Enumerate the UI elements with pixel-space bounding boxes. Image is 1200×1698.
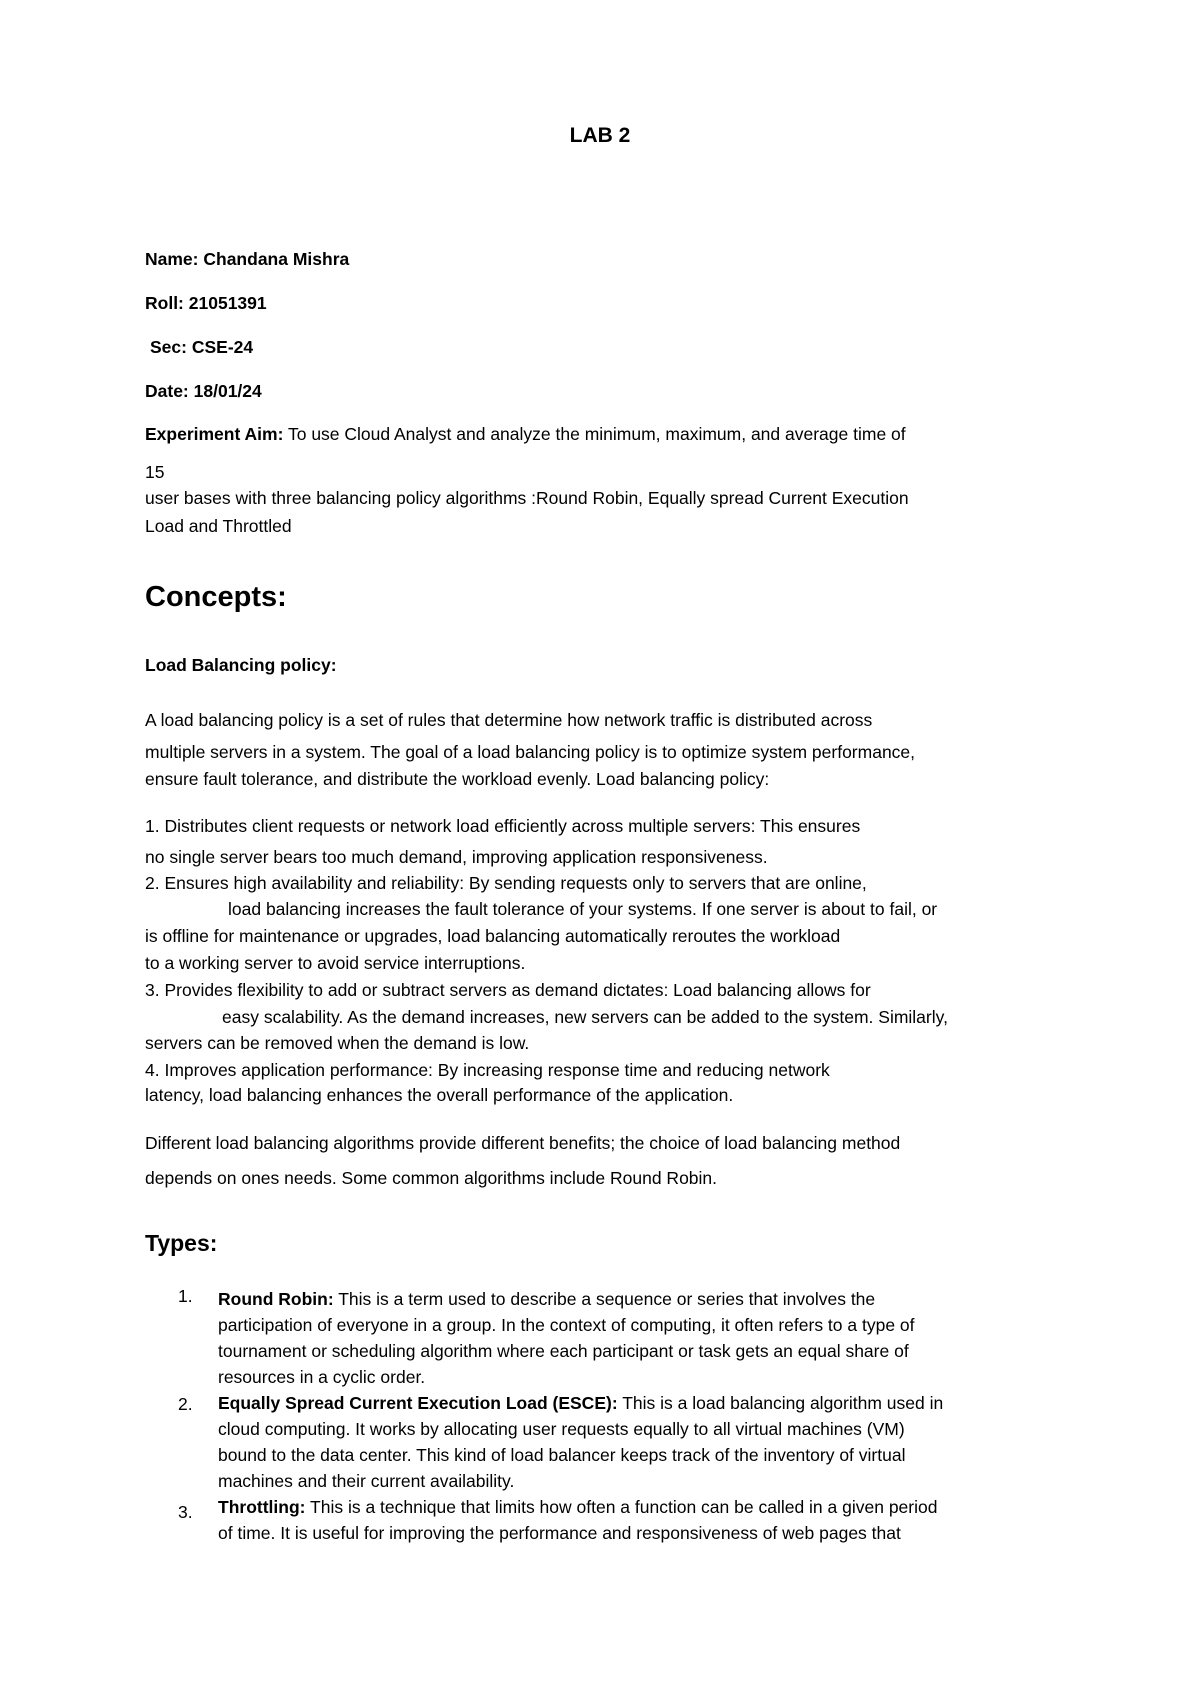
name-label: Name: (145, 249, 199, 269)
type-item-line: bound to the data center. This kind of load balancer keeps track of the inventory of virtual (218, 1445, 906, 1465)
type-term: Equally Spread Current Execution Load (ESCE): (218, 1393, 618, 1413)
closing-line: Different load balancing algorithms provide different benefits; the choice of load balancing method (145, 1133, 901, 1153)
type-text: This is a load balancing algorithm used in (622, 1393, 944, 1413)
types-heading: Types: (145, 1230, 218, 1256)
aim-text-3: user bases with three balancing policy algorithms :Round Robin, Equally spread Current Execution (145, 488, 909, 508)
closing-line: depends on ones needs. Some common algorithms include Round Robin. (145, 1168, 718, 1188)
type-item-line (218, 1494, 937, 1520)
type-text: This is a technique that limits how often a function can be called in a given period (310, 1497, 938, 1517)
point-line: 3. Provides flexibility to add or subtract servers as demand dictates: Load balancing allows for (145, 980, 871, 1000)
point-line: 2. Ensures high availability and reliability: By sending requests only to servers that are online, (145, 873, 867, 893)
load-balancing-subheading: Load Balancing policy: (145, 655, 337, 675)
point-line: easy scalability. As the demand increases, new servers can be added to the system. Similarly, (222, 1007, 948, 1027)
type-item-line: resources in a cyclic order. (218, 1367, 426, 1387)
date-label: Date: (145, 381, 189, 401)
point-line: no single server bears too much demand, improving application responsiveness. (145, 847, 768, 867)
point-line: load balancing increases the fault tolerance of your systems. If one server is about to fail, or (228, 899, 938, 919)
aim-text-4: Load and Throttled (145, 516, 292, 536)
type-item-line: of time. It is useful for improving the performance and responsiveness of web pages that (218, 1523, 901, 1543)
name-value: Chandana Mishra (203, 249, 350, 269)
point-line: servers can be removed when the demand is low. (145, 1033, 530, 1053)
type-number: 2. (178, 1394, 193, 1414)
point-line: 4. Improves application performance: By increasing response time and reducing network (145, 1060, 830, 1080)
aim-line (145, 423, 906, 445)
type-item-line: machines and their current availability. (218, 1471, 515, 1491)
roll-value: 21051391 (188, 293, 267, 313)
name-line (145, 248, 349, 270)
type-number: 3. (178, 1502, 193, 1522)
point-line: to a working server to avoid service interruptions. (145, 953, 526, 973)
sec-value: CSE-24 (191, 337, 254, 357)
concepts-heading: Concepts: (145, 581, 287, 613)
intro-line: multiple servers in a system. The goal of a load balancing policy is to optimize system performance, (145, 742, 916, 762)
type-item-line (218, 1286, 875, 1312)
type-term: Round Robin: (218, 1289, 334, 1309)
type-item-line: cloud computing. It works by allocating user requests equally to all virtual machines (VM) (218, 1419, 905, 1439)
intro-line: A load balancing policy is a set of rules that determine how network traffic is distributed across (145, 710, 873, 730)
date-value: 18/01/24 (193, 381, 262, 401)
type-item-line (218, 1390, 943, 1416)
point-line: 1. Distributes client requests or network load efficiently across multiple servers: This ensures (145, 816, 861, 836)
roll-label: Roll: (145, 293, 184, 313)
point-line: is offline for maintenance or upgrades, load balancing automatically reroutes the workload (145, 926, 841, 946)
roll-line (145, 292, 267, 314)
aim-text-2: 15 (145, 462, 165, 482)
type-term: Throttling: (218, 1497, 306, 1517)
type-number: 1. (178, 1286, 193, 1306)
type-item-line: tournament or scheduling algorithm where each participant or task gets an equal share of (218, 1341, 909, 1361)
point-line: latency, load balancing enhances the overall performance of the application. (145, 1085, 734, 1105)
date-line (145, 380, 262, 402)
sec-label: Sec: (150, 337, 187, 357)
aim-text-1: To use Cloud Analyst and analyze the minimum, maximum, and average time of (287, 424, 906, 444)
type-text: This is a term used to describe a sequence or series that involves the (338, 1289, 876, 1309)
intro-line: ensure fault tolerance, and distribute the workload evenly. Load balancing policy: (145, 769, 770, 789)
page-title: LAB 2 (569, 124, 631, 147)
type-item-line: participation of everyone in a group. In the context of computing, it often refers to a type of (218, 1315, 915, 1335)
aim-label: Experiment Aim: (145, 424, 284, 444)
sec-line (150, 336, 253, 358)
